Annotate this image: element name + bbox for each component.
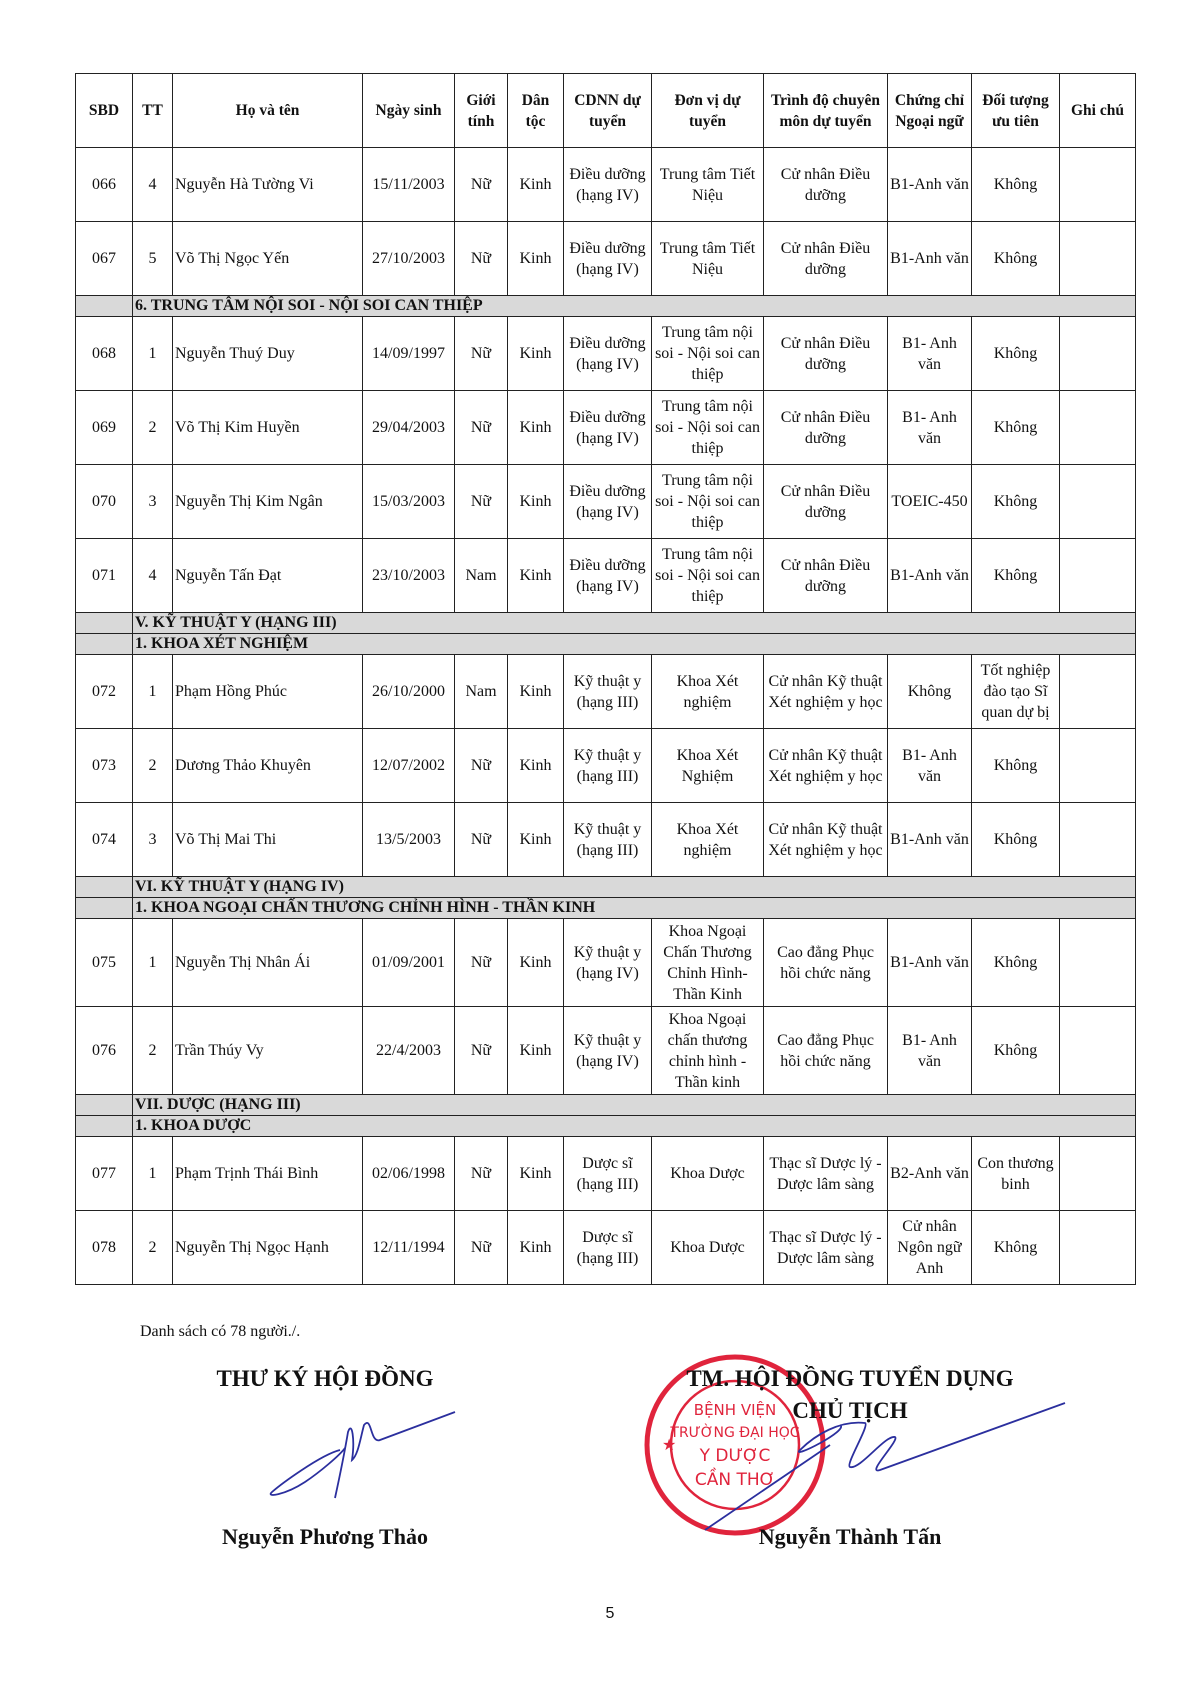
section-label: 1. KHOA DƯỢC: [133, 1116, 1136, 1137]
column-header: Dân tộc: [508, 74, 564, 148]
table-cell: 066: [76, 148, 133, 222]
table-cell: B2-Anh văn: [888, 1137, 972, 1211]
table-cell: 12/11/1994: [363, 1211, 455, 1285]
table-cell: Không: [972, 729, 1060, 803]
table-cell: Cử nhân Điều dưỡng: [764, 465, 888, 539]
table-row: [76, 1007, 1136, 1095]
table-cell: [1060, 148, 1136, 222]
table-cell: Điều dưỡng (hạng IV): [564, 539, 652, 613]
table-cell: 072: [76, 655, 133, 729]
table-cell: Dược sĩ (hạng III): [564, 1211, 652, 1285]
table-cell: Khoa Dược: [652, 1211, 764, 1285]
table-cell: Kinh: [508, 539, 564, 613]
table-cell: Kinh: [508, 1211, 564, 1285]
section-row: [76, 898, 1136, 919]
table-cell: Trần Thúy Vy: [173, 1007, 363, 1095]
table-cell: [76, 877, 133, 898]
column-header: Họ và tên: [173, 74, 363, 148]
table-row: [76, 539, 1136, 613]
table-cell: [1060, 655, 1136, 729]
table-cell: Nguyễn Hà Tường Vi: [173, 148, 363, 222]
table-cell: 22/4/2003: [363, 1007, 455, 1095]
table-cell: Cử nhân Kỹ thuật Xét nghiệm y học: [764, 655, 888, 729]
svg-text:BỆNH VIỆN: BỆNH VIỆN: [693, 1401, 777, 1419]
table-cell: Nữ: [455, 391, 508, 465]
page-number: 5: [605, 1605, 615, 1622]
chairman-title: CHỦ TỊCH: [792, 1398, 908, 1423]
table-cell: Cử nhân Điều dưỡng: [764, 148, 888, 222]
table-cell: [1060, 919, 1136, 1007]
table-cell: TOEIC-450: [888, 465, 972, 539]
secretary-name: Nguyễn Phương Thảo: [222, 1524, 428, 1549]
table-cell: Nữ: [455, 919, 508, 1007]
table-cell: Không: [888, 655, 972, 729]
table-cell: 1: [133, 1137, 173, 1211]
table-cell: Kinh: [508, 1137, 564, 1211]
table-cell: Không: [972, 1211, 1060, 1285]
table-cell: Thạc sĩ Dược lý - Dược lâm sàng: [764, 1211, 888, 1285]
chairman-name: Nguyễn Thành Tấn: [758, 1524, 942, 1549]
table-cell: [76, 1116, 133, 1137]
table-cell: 068: [76, 317, 133, 391]
table-cell: Trung tâm nội soi - Nội soi can thiệp: [652, 539, 764, 613]
table-cell: Khoa Dược: [652, 1137, 764, 1211]
column-header: Trình độ chuyên môn dự tuyển: [764, 74, 888, 148]
table-cell: [1060, 222, 1136, 296]
section-row: [76, 296, 1136, 317]
table-cell: 071: [76, 539, 133, 613]
table-cell: Trung tâm Tiết Niệu: [652, 222, 764, 296]
column-header: Đối tượng ưu tiên: [972, 74, 1060, 148]
table-cell: 073: [76, 729, 133, 803]
table-row: [76, 919, 1136, 1007]
table-cell: 12/07/2002: [363, 729, 455, 803]
section-label: VII. DƯỢC (HẠNG III): [133, 1095, 1136, 1116]
table-cell: Nguyễn Thị Ngọc Hạnh: [173, 1211, 363, 1285]
table-cell: [76, 613, 133, 634]
table-cell: Không: [972, 1007, 1060, 1095]
list-summary: Danh sách có 78 người./.: [140, 1323, 301, 1340]
table-cell: [76, 898, 133, 919]
table-cell: Khoa Xét Nghiệm: [652, 729, 764, 803]
table-cell: Điều dưỡng (hạng IV): [564, 317, 652, 391]
table-cell: Khoa Xét nghiệm: [652, 803, 764, 877]
table-cell: Không: [972, 539, 1060, 613]
table-cell: Không: [972, 148, 1060, 222]
table-cell: Kỹ thuật y (hạng III): [564, 729, 652, 803]
table-cell: [1060, 391, 1136, 465]
svg-text:CẦN THƠ: CẦN THƠ: [694, 1470, 776, 1490]
table-cell: [1060, 803, 1136, 877]
table-row: [76, 655, 1136, 729]
table-cell: 5: [133, 222, 173, 296]
table-cell: [76, 634, 133, 655]
table-cell: [1060, 729, 1136, 803]
table-cell: Cao đẳng Phục hồi chức năng: [764, 919, 888, 1007]
table-cell: 4: [133, 539, 173, 613]
table-cell: Kinh: [508, 465, 564, 539]
table-cell: Cử nhân Kỹ thuật Xét nghiệm y học: [764, 729, 888, 803]
table-cell: Kinh: [508, 148, 564, 222]
table-cell: 23/10/2003: [363, 539, 455, 613]
table-cell: Không: [972, 222, 1060, 296]
table-cell: 2: [133, 729, 173, 803]
table-cell: 075: [76, 919, 133, 1007]
svg-text:TRƯỜNG ĐẠI HỌC: TRƯỜNG ĐẠI HỌC: [670, 1425, 800, 1441]
table-cell: 1: [133, 919, 173, 1007]
table-cell: 069: [76, 391, 133, 465]
table-cell: [1060, 1007, 1136, 1095]
table-row: [76, 222, 1136, 296]
table-row: [76, 148, 1136, 222]
section-row: [76, 1095, 1136, 1116]
column-header: TT: [133, 74, 173, 148]
table-cell: Nguyễn Tấn Đạt: [173, 539, 363, 613]
table-cell: B1- Anh văn: [888, 391, 972, 465]
table-cell: 02/06/1998: [363, 1137, 455, 1211]
table-cell: [76, 1095, 133, 1116]
table-cell: 2: [133, 1007, 173, 1095]
column-header: Chứng chỉ Ngoại ngữ: [888, 74, 972, 148]
table-cell: 2: [133, 1211, 173, 1285]
table-cell: Nam: [455, 655, 508, 729]
table-cell: [1060, 465, 1136, 539]
table-cell: 1: [133, 655, 173, 729]
table-cell: Trung tâm nội soi - Nội soi can thiệp: [652, 465, 764, 539]
svg-text:★: ★: [662, 1437, 677, 1454]
table-cell: Kinh: [508, 655, 564, 729]
table-cell: Cao đẳng Phục hồi chức năng: [764, 1007, 888, 1095]
table-cell: Nữ: [455, 1137, 508, 1211]
table-row: [76, 803, 1136, 877]
table-cell: Điều dưỡng (hạng IV): [564, 391, 652, 465]
section-label: 6. TRUNG TÂM NỘI SOI - NỘI SOI CAN THIỆP: [133, 296, 1136, 317]
table-cell: Điều dưỡng (hạng IV): [564, 465, 652, 539]
table-cell: Cử nhân Điều dưỡng: [764, 317, 888, 391]
table-cell: Cử nhân Điều dưỡng: [764, 539, 888, 613]
table-cell: Phạm Trịnh Thái Bình: [173, 1137, 363, 1211]
table-cell: 070: [76, 465, 133, 539]
section-row: [76, 1116, 1136, 1137]
table-cell: 3: [133, 465, 173, 539]
section-label: VI. KỸ THUẬT Y (HẠNG IV): [133, 877, 1136, 898]
table-cell: 2: [133, 391, 173, 465]
column-header: CDNN dự tuyển: [564, 74, 652, 148]
secretary-title: THƯ KÝ HỘI ĐỒNG: [216, 1366, 434, 1391]
table-cell: Cử nhân Điều dưỡng: [764, 222, 888, 296]
table-cell: Kỹ thuật y (hạng III): [564, 655, 652, 729]
table-cell: B1-Anh văn: [888, 148, 972, 222]
table-cell: 01/09/2001: [363, 919, 455, 1007]
table-cell: 15/03/2003: [363, 465, 455, 539]
table-cell: Không: [972, 919, 1060, 1007]
table-cell: Kinh: [508, 317, 564, 391]
section-row: [76, 613, 1136, 634]
table-cell: Nguyễn Thị Kim Ngân: [173, 465, 363, 539]
table-row: [76, 465, 1136, 539]
table-cell: Kinh: [508, 391, 564, 465]
table-cell: Con thương binh: [972, 1137, 1060, 1211]
table-row: [76, 1211, 1136, 1285]
column-header: Đơn vị dự tuyển: [652, 74, 764, 148]
table-cell: 15/11/2003: [363, 148, 455, 222]
table-cell: B1- Anh văn: [888, 1007, 972, 1095]
column-header: SBD: [76, 74, 133, 148]
table-cell: Không: [972, 317, 1060, 391]
table-cell: Tốt nghiệp đào tạo Sĩ quan dự bị: [972, 655, 1060, 729]
table-row: [76, 1137, 1136, 1211]
table-cell: Võ Thị Kim Huyền: [173, 391, 363, 465]
table-cell: 27/10/2003: [363, 222, 455, 296]
table-cell: Kinh: [508, 803, 564, 877]
table-cell: Khoa Ngoại chấn thương chỉnh hình - Thần kinh: [652, 1007, 764, 1095]
section-row: [76, 877, 1136, 898]
table-cell: Nữ: [455, 465, 508, 539]
table-cell: Nữ: [455, 1007, 508, 1095]
table-cell: B1-Anh văn: [888, 919, 972, 1007]
table-cell: Khoa Xét nghiệm: [652, 655, 764, 729]
table-cell: 077: [76, 1137, 133, 1211]
table-cell: Phạm Hồng Phúc: [173, 655, 363, 729]
table-row: [76, 729, 1136, 803]
table-cell: B1- Anh văn: [888, 317, 972, 391]
table-cell: [1060, 317, 1136, 391]
secretary-signature: [260, 1400, 470, 1500]
table-cell: Trung tâm nội soi - Nội soi can thiệp: [652, 317, 764, 391]
column-header: Giới tính: [455, 74, 508, 148]
table-cell: Nữ: [455, 222, 508, 296]
table-cell: Kinh: [508, 729, 564, 803]
table-cell: 13/5/2003: [363, 803, 455, 877]
table-cell: Không: [972, 465, 1060, 539]
table-cell: Kinh: [508, 222, 564, 296]
table-cell: Không: [972, 803, 1060, 877]
table-cell: Nữ: [455, 803, 508, 877]
table-cell: Nguyễn Thuý Duy: [173, 317, 363, 391]
table-cell: Kỹ thuật y (hạng III): [564, 803, 652, 877]
table-cell: Cử nhân Kỹ thuật Xét nghiệm y học: [764, 803, 888, 877]
table-cell: Võ Thị Ngọc Yến: [173, 222, 363, 296]
table-cell: 074: [76, 803, 133, 877]
table-cell: 078: [76, 1211, 133, 1285]
table-cell: Kỹ thuật y (hạng IV): [564, 919, 652, 1007]
table-cell: Nữ: [455, 729, 508, 803]
table-cell: [1060, 1211, 1136, 1285]
table-header: [76, 74, 1136, 148]
table-cell: Trung tâm nội soi - Nội soi can thiệp: [652, 391, 764, 465]
table-cell: 1: [133, 317, 173, 391]
table-cell: Cử nhân Điều dưỡng: [764, 391, 888, 465]
candidate-table: [75, 73, 1136, 1285]
table-cell: Thạc sĩ Dược lý - Dược lâm sàng: [764, 1137, 888, 1211]
table-cell: 14/09/1997: [363, 317, 455, 391]
table-cell: 4: [133, 148, 173, 222]
table-cell: Kỹ thuật y (hạng IV): [564, 1007, 652, 1095]
table-cell: B1-Anh văn: [888, 803, 972, 877]
table-cell: Trung tâm Tiết Niệu: [652, 148, 764, 222]
table-cell: Kinh: [508, 1007, 564, 1095]
table-cell: Kinh: [508, 919, 564, 1007]
table-cell: Cử nhân Ngôn ngữ Anh: [888, 1211, 972, 1285]
table-cell: B1- Anh văn: [888, 729, 972, 803]
column-header: Ngày sinh: [363, 74, 455, 148]
svg-text:Y DƯỢC: Y DƯỢC: [699, 1446, 771, 1466]
table-cell: Không: [972, 391, 1060, 465]
section-label: 1. KHOA XÉT NGHIỆM: [133, 634, 1136, 655]
table-cell: [1060, 539, 1136, 613]
table-cell: 29/04/2003: [363, 391, 455, 465]
section-row: [76, 634, 1136, 655]
table-row: [76, 391, 1136, 465]
council-title: TM. HỘI ĐỒNG TUYỂN DỤNG: [686, 1366, 1014, 1391]
table-cell: B1-Anh văn: [888, 539, 972, 613]
table-cell: 076: [76, 1007, 133, 1095]
table-cell: Nữ: [455, 1211, 508, 1285]
table-cell: Điều dưỡng (hạng IV): [564, 222, 652, 296]
table-cell: Khoa Ngoại Chấn Thương Chỉnh Hình-Thần Kinh: [652, 919, 764, 1007]
section-label: V. KỸ THUẬT Y (HẠNG III): [133, 613, 1136, 634]
table-cell: Nữ: [455, 317, 508, 391]
section-label: 1. KHOA NGOẠI CHẤN THƯƠNG CHỈNH HÌNH - THẦN KINH: [133, 898, 1136, 919]
table-cell: Nguyễn Thị Nhân Ái: [173, 919, 363, 1007]
table-cell: [76, 296, 133, 317]
table-cell: 3: [133, 803, 173, 877]
table-cell: Võ Thị Mai Thi: [173, 803, 363, 877]
table-cell: Nữ: [455, 148, 508, 222]
table-cell: Dương Thảo Khuyên: [173, 729, 363, 803]
table-cell: Điều dưỡng (hạng IV): [564, 148, 652, 222]
table-row: [76, 317, 1136, 391]
table-cell: Dược sĩ (hạng III): [564, 1137, 652, 1211]
table-cell: 26/10/2000: [363, 655, 455, 729]
table-cell: B1-Anh văn: [888, 222, 972, 296]
table-cell: [1060, 1137, 1136, 1211]
table-cell: 067: [76, 222, 133, 296]
column-header: Ghi chú: [1060, 74, 1136, 148]
table-cell: Nam: [455, 539, 508, 613]
